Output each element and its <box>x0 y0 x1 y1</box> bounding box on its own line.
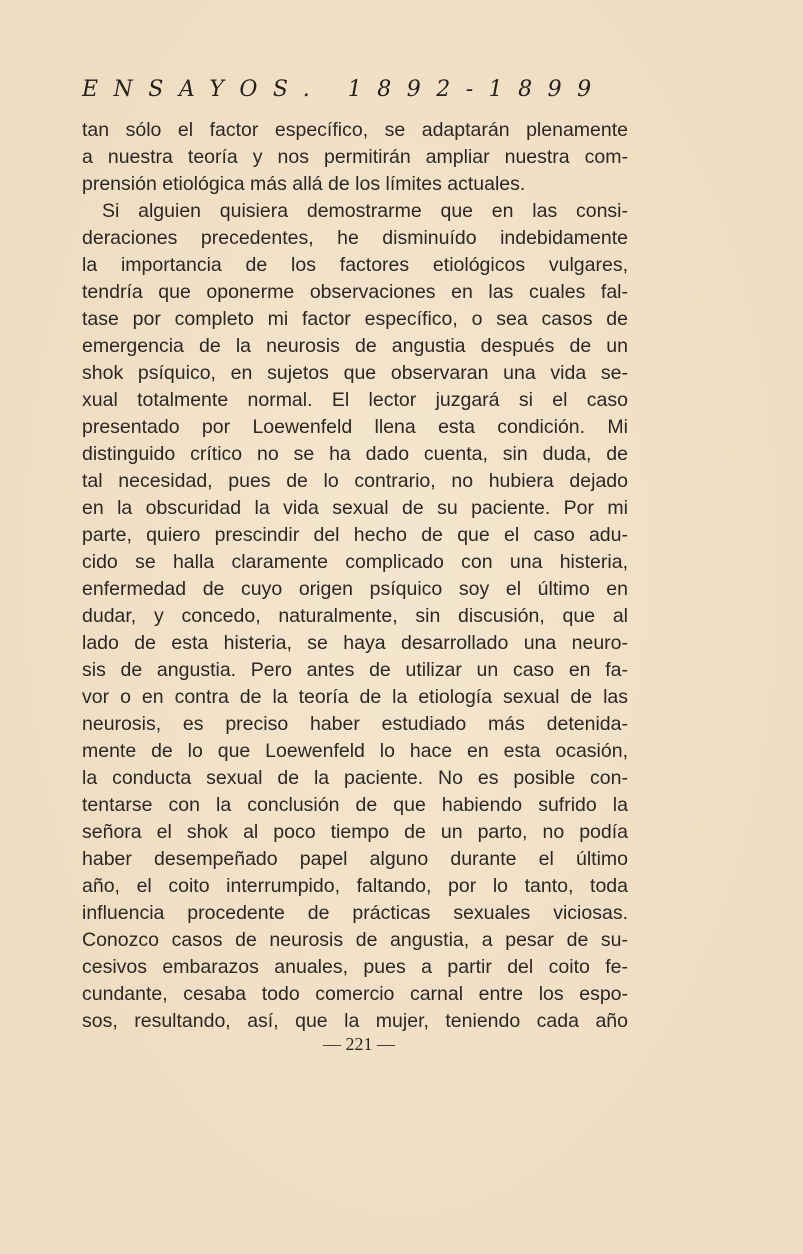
text-line: enfermedad de cuyo origen psíquico soy el último en <box>82 578 628 600</box>
text-line: la conducta sexual de la paciente. No es posible con- <box>82 767 628 789</box>
text-line: tendría que oponerme observaciones en las cuales fal- <box>82 281 628 303</box>
text-line: distinguido crítico no se ha dado cuenta, sin duda, de <box>82 443 628 465</box>
text-line: tase por completo mi factor específico, o sea casos de <box>82 308 628 330</box>
text-line: parte, quiero prescindir del hecho de que el caso adu- <box>82 524 628 546</box>
text-line: tan sólo el factor específico, se adaptarán plenamente <box>82 119 628 141</box>
text-line: mente de lo que Loewenfeld lo hace en esta ocasión, <box>82 740 628 762</box>
text-line: Si alguien quisiera demostrarme que en las consi- <box>102 200 628 222</box>
text-line: lado de esta histeria, se haya desarrollado una neuro- <box>82 632 628 654</box>
text-line: neurosis, es preciso haber estudiado más detenida- <box>82 713 628 735</box>
text-line: prensión etiológica más allá de los límites actuales. <box>82 173 526 195</box>
text-line: sos, resultando, así, que la mujer, teniendo cada año <box>82 1010 628 1032</box>
text-line: la importancia de los factores etiológicos vulgares, <box>82 254 628 276</box>
text-line: tentarse con la conclusión de que habiendo sufrido la <box>82 794 628 816</box>
text-line: deraciones precedentes, he disminuído indebidamente <box>82 227 628 249</box>
text-line: tal necesidad, pues de lo contrario, no hubiera dejado <box>82 470 628 492</box>
text-line: shok psíquico, en sujetos que observaran una vida se- <box>82 362 628 384</box>
body-text <box>82 117 628 1035</box>
text-line: en la obscuridad la vida sexual de su paciente. Por mi <box>82 497 628 519</box>
text-line: dudar, y concedo, naturalmente, sin discusión, que al <box>82 605 628 627</box>
text-line: haber desempeñado papel alguno durante el último <box>82 848 628 870</box>
text-line: cesivos embarazos anuales, pues a partir del coito fe- <box>82 956 628 978</box>
text-line: año, el coito interrumpido, faltando, por lo tanto, toda <box>82 875 628 897</box>
text-line: sis de angustia. Pero antes de utilizar un caso en fa- <box>82 659 628 681</box>
text-line: emergencia de la neurosis de angustia después de un <box>82 335 628 357</box>
text-line: xual totalmente normal. El lector juzgará si el caso <box>82 389 628 411</box>
text-line: cundante, cesaba todo comercio carnal entre los espo- <box>82 983 628 1005</box>
text-line: cido se halla claramente complicado con una histeria, <box>82 551 628 573</box>
running-head: ENSAYOS. 1892-1899 <box>82 77 607 102</box>
text-line: vor o en contra de la teoría de la etiología sexual de las <box>82 686 628 708</box>
text-line: Conozco casos de neurosis de angustia, a pesar de su- <box>82 929 628 951</box>
text-line: presentado por Loewenfeld llena esta condición. Mi <box>82 416 628 438</box>
text-line: influencia procedente de prácticas sexuales viciosas. <box>82 902 628 924</box>
text-line: a nuestra teoría y nos permitirán ampliar nuestra com- <box>82 146 628 168</box>
page-number: — 221 — <box>323 1034 395 1054</box>
text-line: señora el shok al poco tiempo de un parto, no podía <box>82 821 628 843</box>
